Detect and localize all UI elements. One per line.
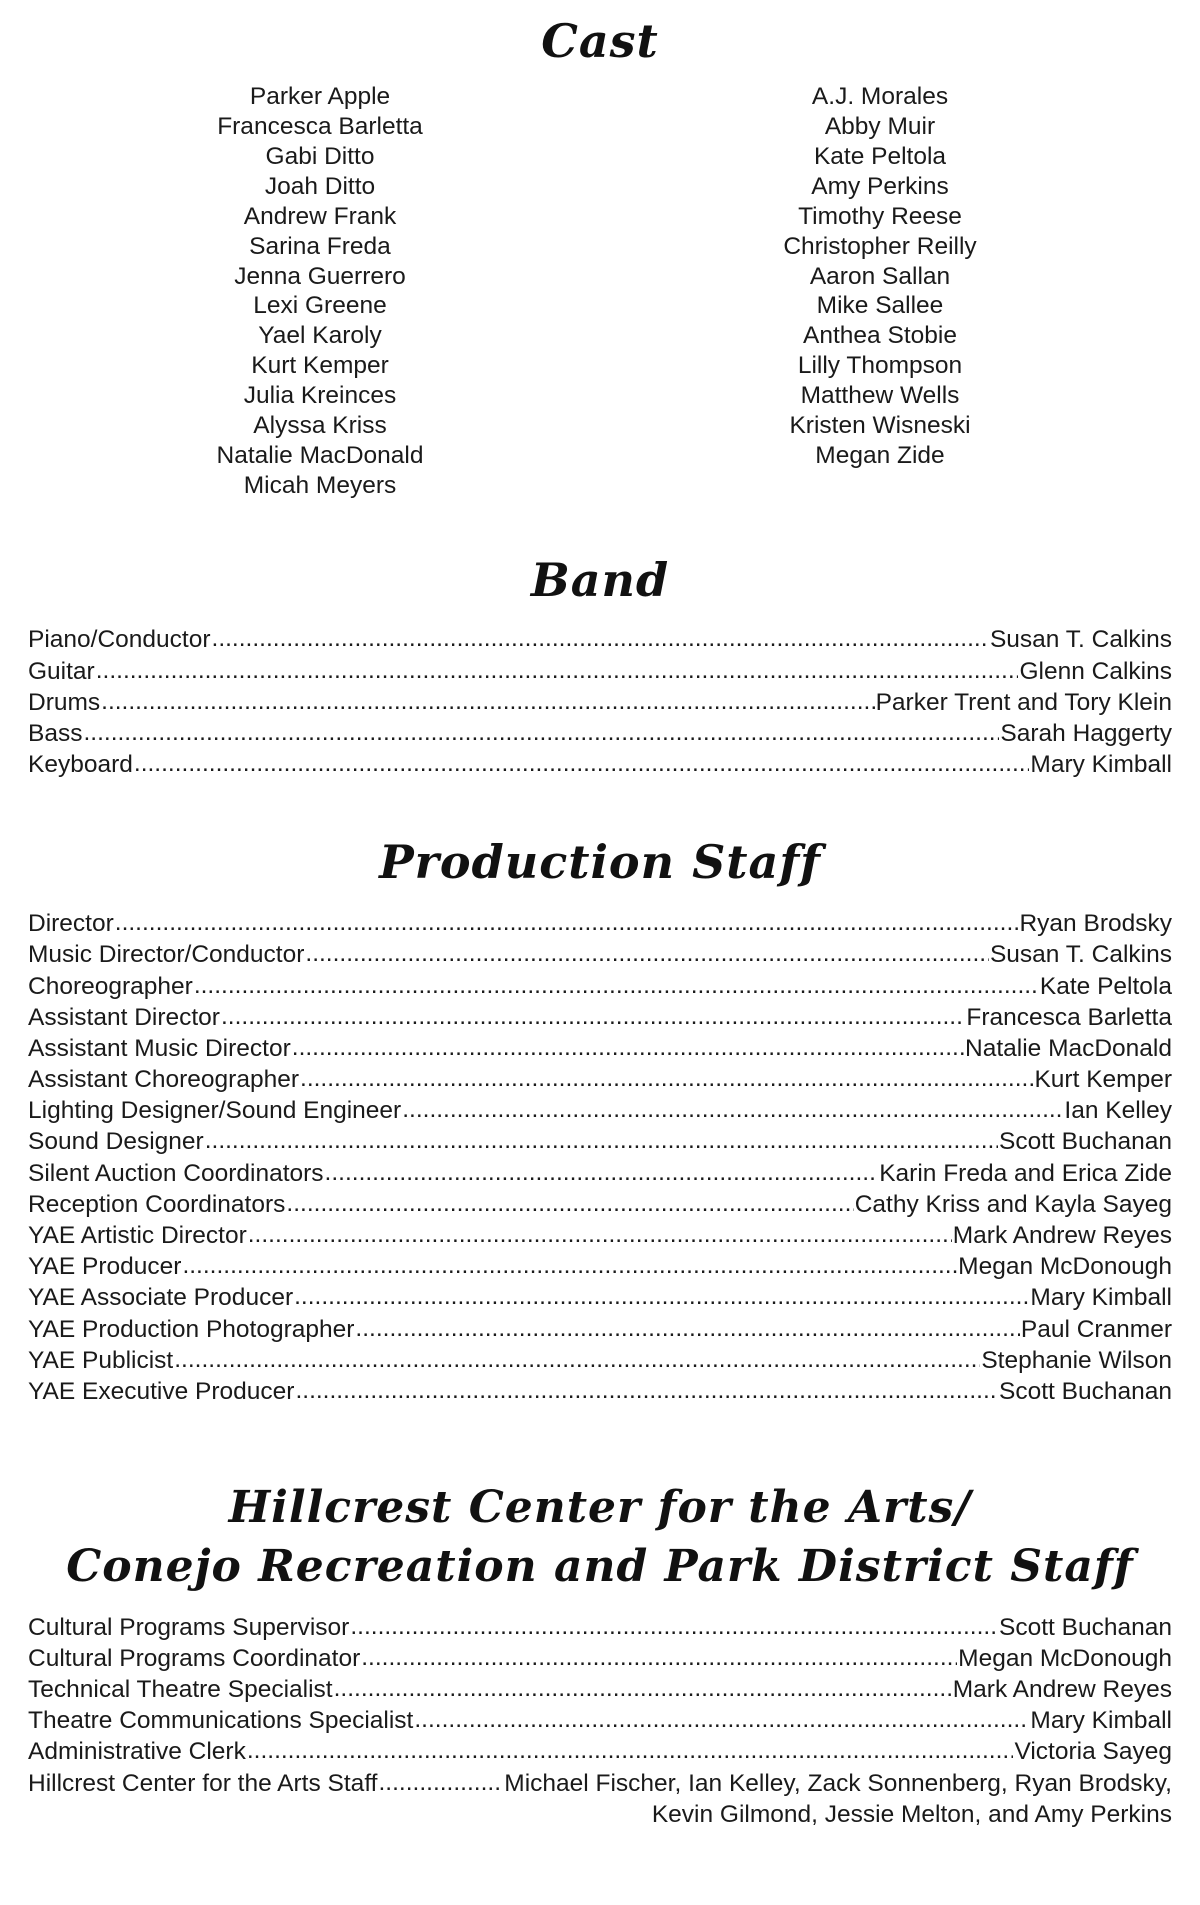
credit-name: Susan T. Calkins [989,626,1172,654]
dot-leader [212,625,989,653]
credit-name: Paul Cranmer [1020,1315,1172,1343]
cast-member: Alyssa Kriss [253,412,387,440]
credit-row [28,718,1172,749]
cast-member: Lexi Greene [253,292,387,320]
credit-role: Guitar [28,657,95,685]
credit-name: Ian Kelley [1064,1097,1172,1125]
hillcrest-heading-line1: Hillcrest Center for the Arts/ [228,1481,972,1533]
credit-row [28,1220,1172,1251]
credit-row [28,1675,1172,1706]
credit-name: Glenn Calkins [1019,657,1172,685]
credit-role: Keyboard [28,751,133,779]
credit-role: Bass [28,719,83,747]
credit-name: Scott Buchanan [999,1377,1172,1405]
cast-member: Julia Kreinces [243,382,397,410]
cast-member: Joah Ditto [264,172,376,200]
dot-leader [334,1675,952,1703]
credit-name: Victoria Sayeg [1014,1738,1172,1766]
cast-member: Kate Peltola [813,142,947,170]
credit-row [28,909,1172,940]
credit-role: Assistant Music Director [28,1034,291,1062]
dot-leader [414,1706,1029,1734]
cast-member: A.J. Morales [811,83,949,110]
cast-member: Francesca Barletta [217,112,423,140]
credit-role: Silent Auction Coordinators [28,1159,324,1187]
dot-leader [294,1283,1029,1311]
cast-member: Sarina Freda [249,232,391,260]
dot-leader [300,1065,1033,1093]
credit-name: Susan T. Calkins [989,941,1172,969]
credit-row [28,1065,1172,1096]
dot-leader [174,1346,980,1374]
dot-leader [325,1159,879,1187]
hillcrest-heading [28,1478,1172,1597]
credit-name: Mary Kimball [1030,1707,1172,1735]
credit-row [28,1252,1172,1283]
credit-name: Kate Peltola [1039,972,1172,1000]
credit-role: Cultural Programs Coordinator [28,1644,361,1672]
credit-role: YAE Executive Producer [28,1377,295,1405]
dot-leader [101,688,874,716]
credit-role: Director [28,910,114,938]
credit-row [28,1033,1172,1064]
cast-member: Mike Sallee [816,292,944,320]
credit-name: Sarah Haggerty [1000,719,1172,747]
credit-row [28,971,1172,1002]
dot-leader [247,1737,1014,1765]
credit-row [28,656,1172,687]
credit-role: Piano/Conductor [28,626,211,654]
credit-role: Choreographer [28,972,193,1000]
credit-role: Assistant Choreographer [28,1066,300,1094]
cast-member: Timothy Reese [798,202,962,230]
credit-role: Hillcrest Center for the Arts Staff [28,1769,378,1797]
credit-name: Mark Andrew Reyes [952,1676,1172,1704]
credit-role: Drums [28,688,101,716]
credit-role: YAE Production Photographer [28,1315,355,1343]
credit-role: Technical Theatre Specialist [28,1676,333,1704]
dot-leader [83,719,999,747]
dot-leader [248,1221,952,1249]
hillcrest-credit-list [28,1612,1172,1830]
cast-member: Kurt Kemper [251,352,389,380]
credit-row [28,1643,1172,1674]
credit-row [28,1345,1172,1376]
hillcrest-heading-line2: Conejo Recreation and Park District Staff [66,1540,1134,1592]
credit-name: Mary Kimball [1030,751,1172,779]
credit-name: Scott Buchanan [999,1128,1172,1156]
dot-leader [182,1252,957,1280]
cast-member: Jenna Guerrero [234,262,406,290]
credit-role: Lighting Designer/Sound Engineer [28,1097,402,1125]
credit-role: Reception Coordinators [28,1190,286,1218]
dot-leader [361,1644,957,1672]
dot-leader [96,657,1019,685]
credit-row [28,1002,1172,1033]
dot-leader [402,1096,1063,1124]
cast-member: Natalie MacDonald [216,442,424,470]
credit-name: Ryan Brodsky [1019,910,1172,938]
credit-row [28,1189,1172,1220]
dot-leader [286,1190,853,1218]
credit-role: YAE Artistic Director [28,1221,247,1249]
cast-member: Parker Apple [249,83,391,110]
cast-member: Andrew Frank [243,202,397,230]
cast-member: Amy Perkins [811,172,949,200]
band-heading: Band [530,552,670,607]
cast-member: Gabi Ditto [265,142,375,170]
credit-name: Francesca Barletta [966,1003,1172,1031]
credit-row [28,1706,1172,1737]
credit-role: Theatre Communications Specialist [28,1707,414,1735]
credit-name: Cathy Kriss and Kayla Sayeg [854,1190,1172,1218]
dot-leader [378,1769,503,1797]
credit-name: Natalie MacDonald [965,1034,1172,1062]
production-staff-credit-list [28,909,1172,1408]
credit-row [28,1096,1172,1127]
credit-row [28,1283,1172,1314]
credit-row [28,1314,1172,1345]
credit-name: Kurt Kemper [1034,1066,1172,1094]
cast-heading: Cast [541,14,659,68]
cast-member: Matthew Wells [800,382,960,410]
band-credit-list [28,625,1172,781]
dot-leader [134,750,1030,778]
cast-member: Micah Meyers [243,471,397,499]
credit-name: Megan McDonough [958,1253,1172,1281]
credit-role: YAE Publicist [28,1346,174,1374]
cast-member: Yael Karoly [258,322,382,350]
credit-row [28,750,1172,781]
credit-name: Mark Andrew Reyes [952,1221,1172,1249]
dot-leader [205,1127,998,1155]
credit-role: Assistant Director [28,1003,220,1031]
credit-name: Parker Trent and Tory Klein [875,688,1172,716]
credit-role: Music Director/Conductor [28,941,305,969]
cast-column-left [110,82,530,501]
credit-row [28,1737,1172,1768]
credit-row [28,1768,1172,1799]
credit-row [28,1127,1172,1158]
credit-role: Sound Designer [28,1128,204,1156]
credit-row [28,1612,1172,1643]
credit-name: Karin Freda and Erica Zide [879,1159,1172,1187]
credit-name: Stephanie Wilson [981,1346,1172,1374]
credit-role: Cultural Programs Supervisor [28,1613,350,1641]
dot-leader [295,1377,998,1405]
credit-row [28,1376,1172,1407]
dot-leader [115,909,1019,937]
dot-leader [194,972,1039,1000]
credit-name: Mary Kimball [1030,1284,1172,1312]
cast-member: Aaron Sallan [809,262,951,290]
dot-leader [221,1003,965,1031]
credit-row [28,687,1172,718]
cast-member: Megan Zide [815,442,945,470]
credit-role: Administrative Clerk [28,1738,246,1766]
credit-row [28,1158,1172,1189]
cast-columns [75,82,1125,501]
credit-name: Megan McDonough [958,1644,1172,1672]
dot-leader [305,940,989,968]
dot-leader [292,1034,964,1062]
credit-role: YAE Associate Producer [28,1284,294,1312]
dot-leader [355,1315,1019,1343]
cast-member: Anthea Stobie [803,322,957,350]
credit-name: Scott Buchanan [999,1613,1172,1641]
credit-overflow-line: Kevin Gilmond, Jessie Melton, and Amy Perkins [651,1800,1172,1828]
credit-row [28,940,1172,971]
cast-member: Lilly Thompson [797,352,963,380]
cast-member: Christopher Reilly [783,232,977,260]
production-staff-heading: Production Staff [379,834,821,889]
credit-role: YAE Producer [28,1253,182,1281]
dot-leader [350,1613,998,1641]
credit-name: Michael Fischer, Ian Kelley, Zack Sonnenberg, Ryan Brodsky, [504,1769,1172,1797]
cast-member: Abby Muir [824,112,936,140]
cast-column-right [670,82,1090,501]
credit-row [28,625,1172,656]
cast-member: Kristen Wisneski [789,412,971,440]
